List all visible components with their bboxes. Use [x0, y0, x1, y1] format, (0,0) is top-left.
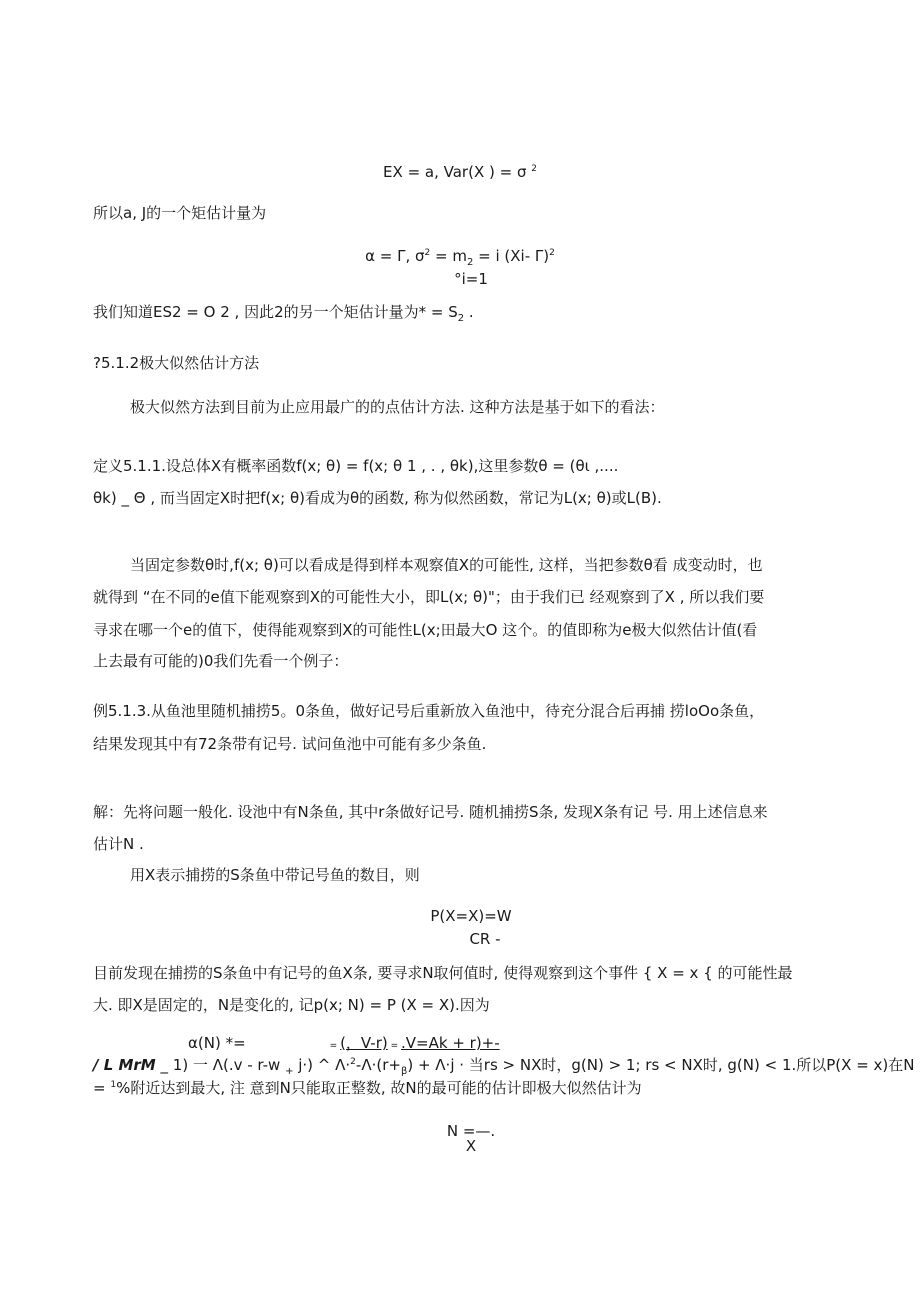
fraction-numerator: .V=Ak + r)+-	[401, 1034, 500, 1052]
equation-mle-bottom: X	[465, 1137, 477, 1155]
equation-text: ) + Λ·j · 当rs > NX时，g(N) > 1; rs < NX时, g(N) < 1.所以P(X = x)在N	[407, 1056, 915, 1074]
equation-probability-top: P(X=X)=W	[430, 907, 512, 925]
equation-ex-var	[0, 163, 920, 181]
equation-text: =	[329, 1041, 341, 1051]
paragraph-line: 上去最有可能的)0我们先看一个例子：	[93, 652, 349, 670]
equation-text: =	[387, 1041, 401, 1051]
equation-text: EX = a, Var(X ) = σ	[383, 163, 532, 181]
equation-text: = m	[430, 247, 467, 265]
solution-line: 解：先将问题一般化. 设池中有N条鱼, 其中r条做好记号. 随机捕捞S条, 发现X条有记 号. 用上述信息来	[93, 803, 768, 821]
superscript: 2	[531, 164, 537, 174]
superscript: 2	[350, 1057, 356, 1067]
equation-text: α(N) *=	[188, 1034, 246, 1052]
paragraph-tail	[93, 1079, 642, 1097]
bold-italic-text: / L MrM	[93, 1056, 156, 1074]
paragraph-x-definition: 用X表示捕捞的S条鱼中带记号鱼的数目，则	[130, 866, 420, 884]
paragraph-moment-estimator: 所以a, J的一个矩估计量为	[93, 204, 267, 222]
paragraph-line: 当固定参数θ时,f(x; θ)可以看成是得到样本观察值X的可能性, 这样，当把参数θ看 成变动时，也	[130, 556, 763, 574]
subscript: 2	[457, 313, 465, 324]
superscript: 1	[110, 1080, 117, 1090]
equation-probability-bottom: CR -	[469, 930, 501, 948]
equation-mle-top: N =—.	[446, 1122, 496, 1140]
superscript: 2	[424, 248, 431, 258]
paragraph-es2	[93, 303, 474, 325]
subscript: +	[285, 1066, 294, 1077]
paragraph-text: .	[464, 303, 474, 321]
equation-text: = i (Xi- Γ)	[473, 247, 550, 265]
equation-text: -Λ·(r+	[355, 1056, 401, 1074]
equation-text: j·) ^ Λ·	[293, 1056, 351, 1074]
equation-text: _ 1) 一 Λ(.v - r-w	[155, 1056, 286, 1074]
paragraph-text: =	[93, 1079, 111, 1097]
paragraph-intro: 极大似然方法到目前为止应用最广的的点估计方法. 这种方法是基于如下的看法：	[130, 398, 665, 416]
equation-continuation-line	[93, 1056, 915, 1078]
paragraph-line: 目前发现在捕捞的S条鱼中有记号的鱼X条, 要寻求N取何值时, 使得观察到这个事件 { X = x { 的可能性最	[93, 964, 793, 982]
superscript: 2	[549, 248, 555, 258]
paragraph-line: 大. 即X是固定的，N是变化的, 记p(x; N) = P (X = X).因为	[93, 996, 490, 1014]
example-line: 结果发现其中有72条带有记号. 试问鱼池中可能有多少条鱼.	[93, 735, 487, 753]
paragraph-text: 我们知道ES2 = O 2 , 因此2的另一个矩估计量为* = S	[93, 303, 458, 321]
paragraph-line: 就得到 “在不同的e值下能观察到X的可能性大小，即L(x; θ)"；由于我们已 经观察到了X , 所以我们要	[93, 588, 765, 606]
paragraph-text: %附近达到最大, 注 意到N只能取正整数, 故N的最可能的估计即极大似然估计为	[116, 1079, 642, 1097]
equation-text: α = Γ, σ	[365, 247, 425, 265]
equation-moment	[0, 247, 920, 269]
solution-line: 估计N .	[93, 835, 144, 853]
definition-line-2: θk) _ Θ , 而当固定X时把f(x; θ)看成为θ的函数, 称为似然函数，常记为L(x; θ)或L(B).	[93, 489, 662, 507]
subscript: β	[400, 1066, 408, 1077]
equation-ratio	[188, 1034, 500, 1052]
fraction-numerator: (，V-r)	[340, 1034, 388, 1052]
definition-line-1: 定义5.1.1.设总体X有概率函数f(x; θ) = f(x; θ 1 , . , θk),这里参数θ = (θι ,....	[93, 457, 619, 475]
paragraph-line: 寻求在哪一个e的值下，使得能观察到X的可能性L(x;田最大O 这个。的值即称为e极大似然估计值(看	[93, 621, 758, 639]
example-line: 例5.1.3.从鱼池里随机捕捞5。0条鱼，做好记号后重新放入鱼池中，待充分混合后再捕 捞loOo条鱼，	[93, 702, 765, 720]
section-title: ?5.1.2极大似然估计方法	[93, 354, 260, 372]
subscript: 2	[467, 257, 474, 268]
equation-index: °i=1	[454, 270, 488, 288]
